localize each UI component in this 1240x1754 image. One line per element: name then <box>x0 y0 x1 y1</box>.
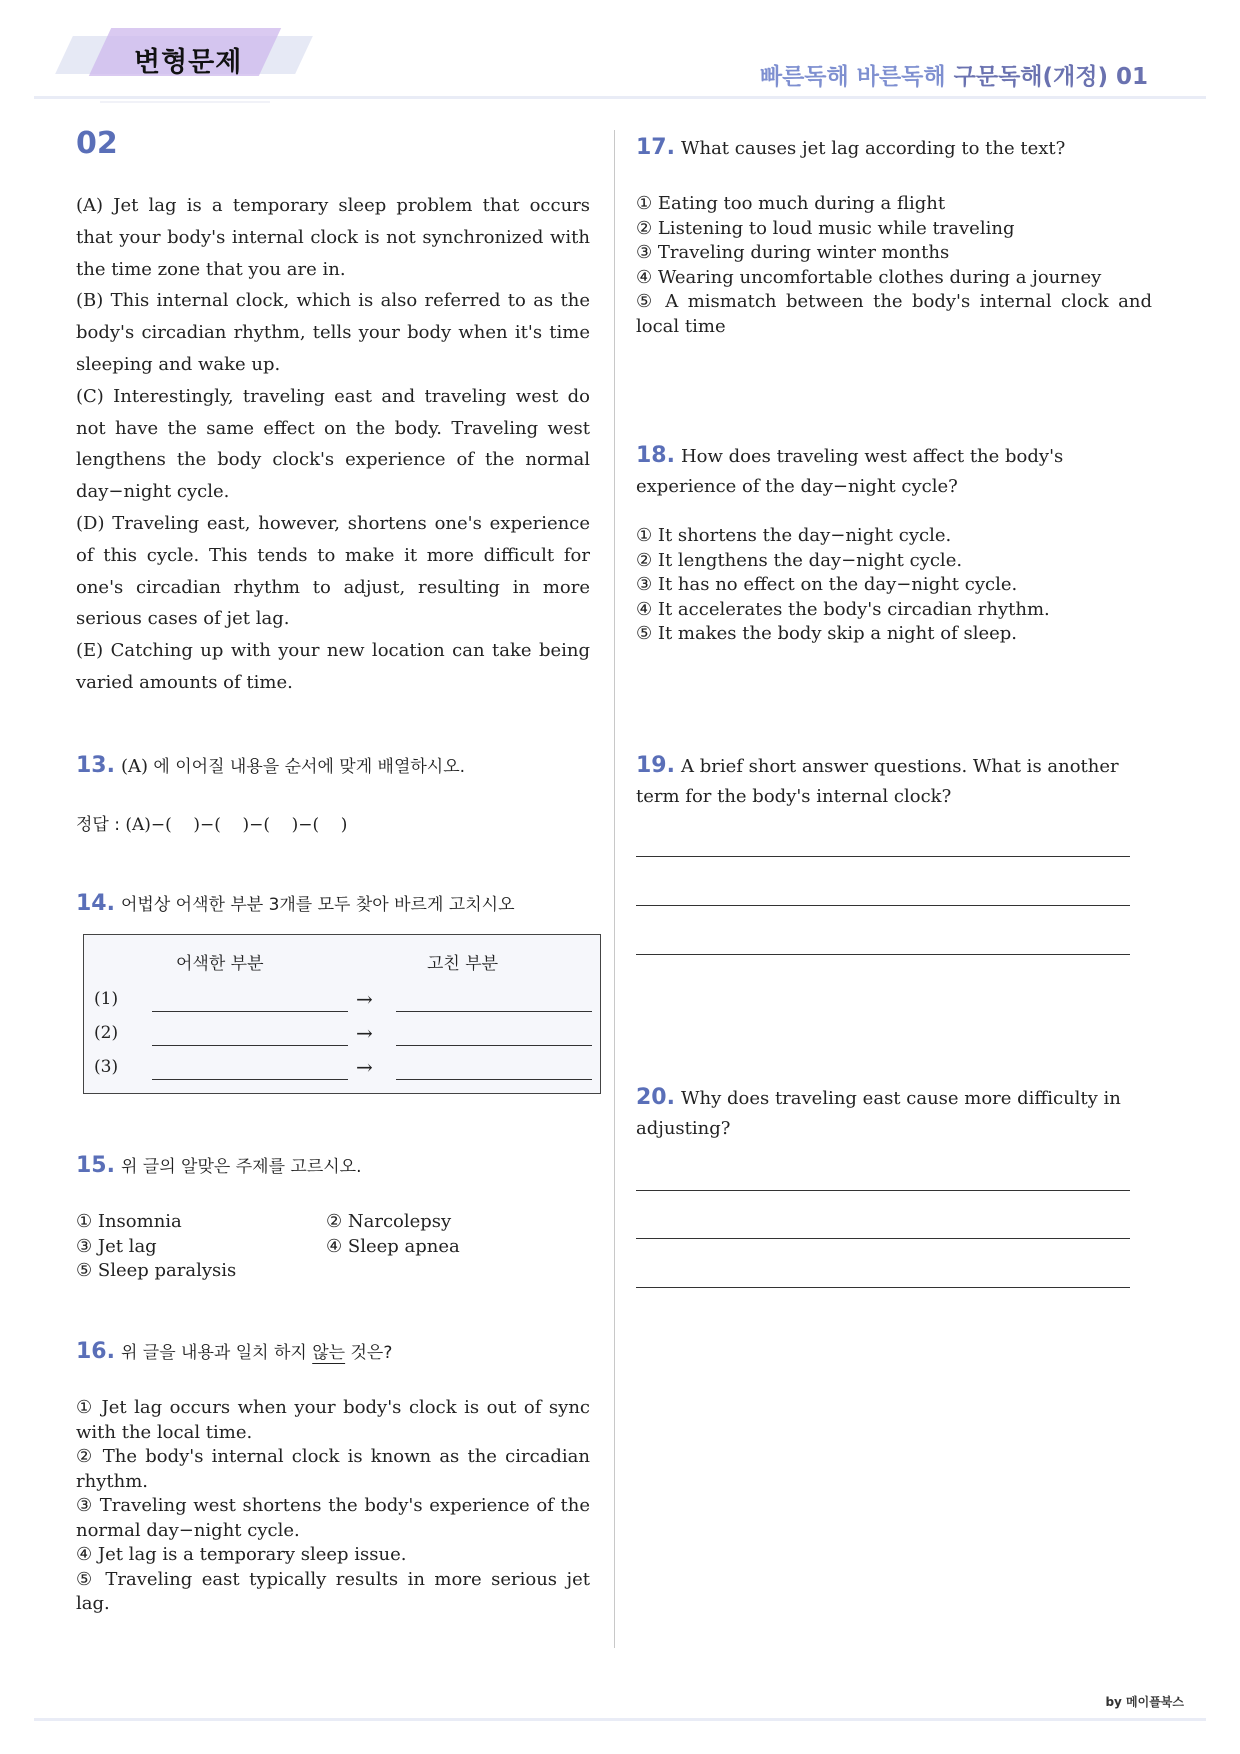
column-header-fixed: 고친 부분 <box>427 954 499 974</box>
series-title-part1: 빠른독해 바른독해 <box>759 64 946 90</box>
question-17-options <box>636 192 1152 339</box>
answer-label: 정답 : <box>76 815 126 835</box>
option[interactable]: ③ It has no effect on the day−night cycle. <box>636 574 1018 595</box>
question-16 <box>76 1338 392 1364</box>
question-15-prompt: 위 글의 알맞은 주제를 고르시오. <box>120 1157 362 1177</box>
row-label: (1) <box>94 989 119 1009</box>
question-16-prompt-b: 것은? <box>345 1343 393 1363</box>
answer-line[interactable] <box>636 905 1130 906</box>
question-20 <box>636 1083 1152 1144</box>
question-19 <box>636 751 1152 812</box>
question-19-prompt: A brief short answer questions. What is another term for the body's internal clock? <box>636 756 1119 807</box>
option[interactable]: ① Insomnia <box>76 1211 182 1232</box>
question-16-underlined: 않는 <box>312 1343 346 1363</box>
option[interactable]: ④ Sleep apnea <box>326 1235 460 1257</box>
question-13-answer[interactable] <box>76 810 347 835</box>
question-14-prompt: 어법상 어색한 부분 3개를 모두 찾아 바르게 고치시오 <box>120 895 515 915</box>
fixed-part-blank[interactable] <box>396 1045 592 1046</box>
question-15-number: 15. <box>76 1153 115 1178</box>
answer-order-blanks[interactable]: (A)−( )−( )−( )−( ) <box>125 815 348 835</box>
passage-number: 02 <box>76 126 118 161</box>
arrow-icon: → <box>356 987 373 1011</box>
wrong-part-blank[interactable] <box>152 1011 348 1012</box>
header-badge-title: 변형문제 <box>134 47 243 78</box>
option[interactable]: ⑤ It makes the body skip a night of sleep. <box>636 623 1017 644</box>
answer-line[interactable] <box>636 1238 1130 1239</box>
option[interactable]: ① Eating too much during a flight <box>636 193 946 214</box>
series-title <box>760 58 1148 91</box>
question-17-number: 17. <box>636 135 675 160</box>
correction-row <box>94 1057 594 1081</box>
question-17 <box>636 135 1152 160</box>
question-15 <box>76 1152 362 1178</box>
arrow-icon: → <box>356 1021 373 1045</box>
option[interactable]: ⑤ Sleep paralysis <box>76 1260 237 1281</box>
option[interactable]: ② It lengthens the day−night cycle. <box>636 549 963 571</box>
question-19-number: 19. <box>636 753 675 778</box>
option[interactable]: ② Narcolepsy <box>326 1211 452 1232</box>
footer-divider <box>34 1718 1206 1721</box>
question-18-prompt: How does traveling west affect the body's experience of the day−night cycle? <box>636 446 1064 497</box>
question-16-number: 16. <box>76 1339 115 1364</box>
option[interactable]: ① Jet lag occurs when your body's clock is out of sync with the local time. <box>76 1397 590 1443</box>
question-20-number: 20. <box>636 1085 675 1110</box>
option[interactable]: ③ Traveling west shortens the body's experience of the normal day−night cycle. <box>76 1495 590 1541</box>
correction-row <box>94 989 594 1013</box>
question-16-options <box>76 1396 590 1617</box>
question-13 <box>76 752 465 778</box>
option[interactable]: ② Listening to loud music while traveling <box>636 217 1015 239</box>
passage-paragraph-d: (D) Traveling east, however, shortens one's experience of this cycle. This tends to make it more difficult for one's circadian rhythm to adjust, resulting in more serious cases of jet lag. <box>76 512 590 630</box>
row-label: (2) <box>94 1023 119 1043</box>
row-label: (3) <box>94 1057 119 1077</box>
correction-table <box>83 934 601 1094</box>
question-16-prompt-a: 위 글을 내용과 일치 하지 <box>120 1343 313 1363</box>
option[interactable]: ⑤ A mismatch between the body's internal clock and local time <box>636 291 1152 337</box>
question-18-options <box>636 524 1152 647</box>
answer-line[interactable] <box>636 1287 1130 1288</box>
wrong-part-blank[interactable] <box>152 1079 348 1080</box>
question-18 <box>636 441 1152 502</box>
answer-line[interactable] <box>636 1190 1130 1191</box>
question-20-prompt: Why does traveling east cause more difficulty in adjusting? <box>636 1088 1121 1139</box>
passage-text <box>76 190 590 699</box>
passage-paragraph-b: (B) This internal clock, which is also referred to as the body's circadian rhythm, tells your body when it's time sleeping and wake up. <box>76 290 590 375</box>
question-13-prompt-b: 에 이어질 내용을 순서에 맞게 배열하시오. <box>148 757 466 777</box>
question-13-number: 13. <box>76 753 115 778</box>
option[interactable]: ⑤ Traveling east typically results in more serious jet lag. <box>76 1568 590 1614</box>
passage-paragraph-a: (A) Jet lag is a temporary sleep problem that occurs that your body's internal clock is not synchronized with the time zone that you are in. <box>76 195 590 280</box>
correction-row <box>94 1023 594 1047</box>
option[interactable]: ④ It accelerates the body's circadian rhythm. <box>636 598 1050 620</box>
question-18-number: 18. <box>636 443 675 468</box>
header-divider-accent <box>100 101 270 103</box>
answer-line[interactable] <box>636 954 1130 955</box>
fixed-part-blank[interactable] <box>396 1011 592 1012</box>
passage-paragraph-e: (E) Catching up with your new location can take being varied amounts of time. <box>76 640 590 693</box>
arrow-icon: → <box>356 1055 373 1079</box>
option[interactable]: ① It shortens the day−night cycle. <box>636 525 952 546</box>
question-14 <box>76 890 515 916</box>
option[interactable]: ③ Jet lag <box>76 1235 157 1257</box>
answer-line[interactable] <box>636 856 1130 857</box>
column-divider <box>614 130 615 1648</box>
question-14-number: 14. <box>76 891 115 916</box>
option[interactable]: ③ Traveling during winter months <box>636 242 950 263</box>
fixed-part-blank[interactable] <box>396 1079 592 1080</box>
option[interactable]: ② The body's internal clock is known as the circadian rhythm. <box>76 1446 590 1492</box>
wrong-part-blank[interactable] <box>152 1045 348 1046</box>
passage-paragraph-c: (C) Interestingly, traveling east and traveling west do not have the same effect on the body. Traveling west lengthens the body clock's experience of the normal day−night cycle. <box>76 385 590 503</box>
series-title-part2: 구문독해(개정) 01 <box>953 64 1148 90</box>
header-divider <box>34 96 1206 99</box>
footer-credit: by 메이플북스 <box>1105 1695 1184 1709</box>
question-17-prompt: What causes jet lag according to the text? <box>680 138 1066 159</box>
question-13-prompt-a: (A) <box>120 756 149 777</box>
column-header-wrong: 어색한 부분 <box>176 954 264 974</box>
option[interactable]: ④ Jet lag is a temporary sleep issue. <box>76 1544 407 1565</box>
option[interactable]: ④ Wearing uncomfortable clothes during a journey <box>636 266 1102 288</box>
